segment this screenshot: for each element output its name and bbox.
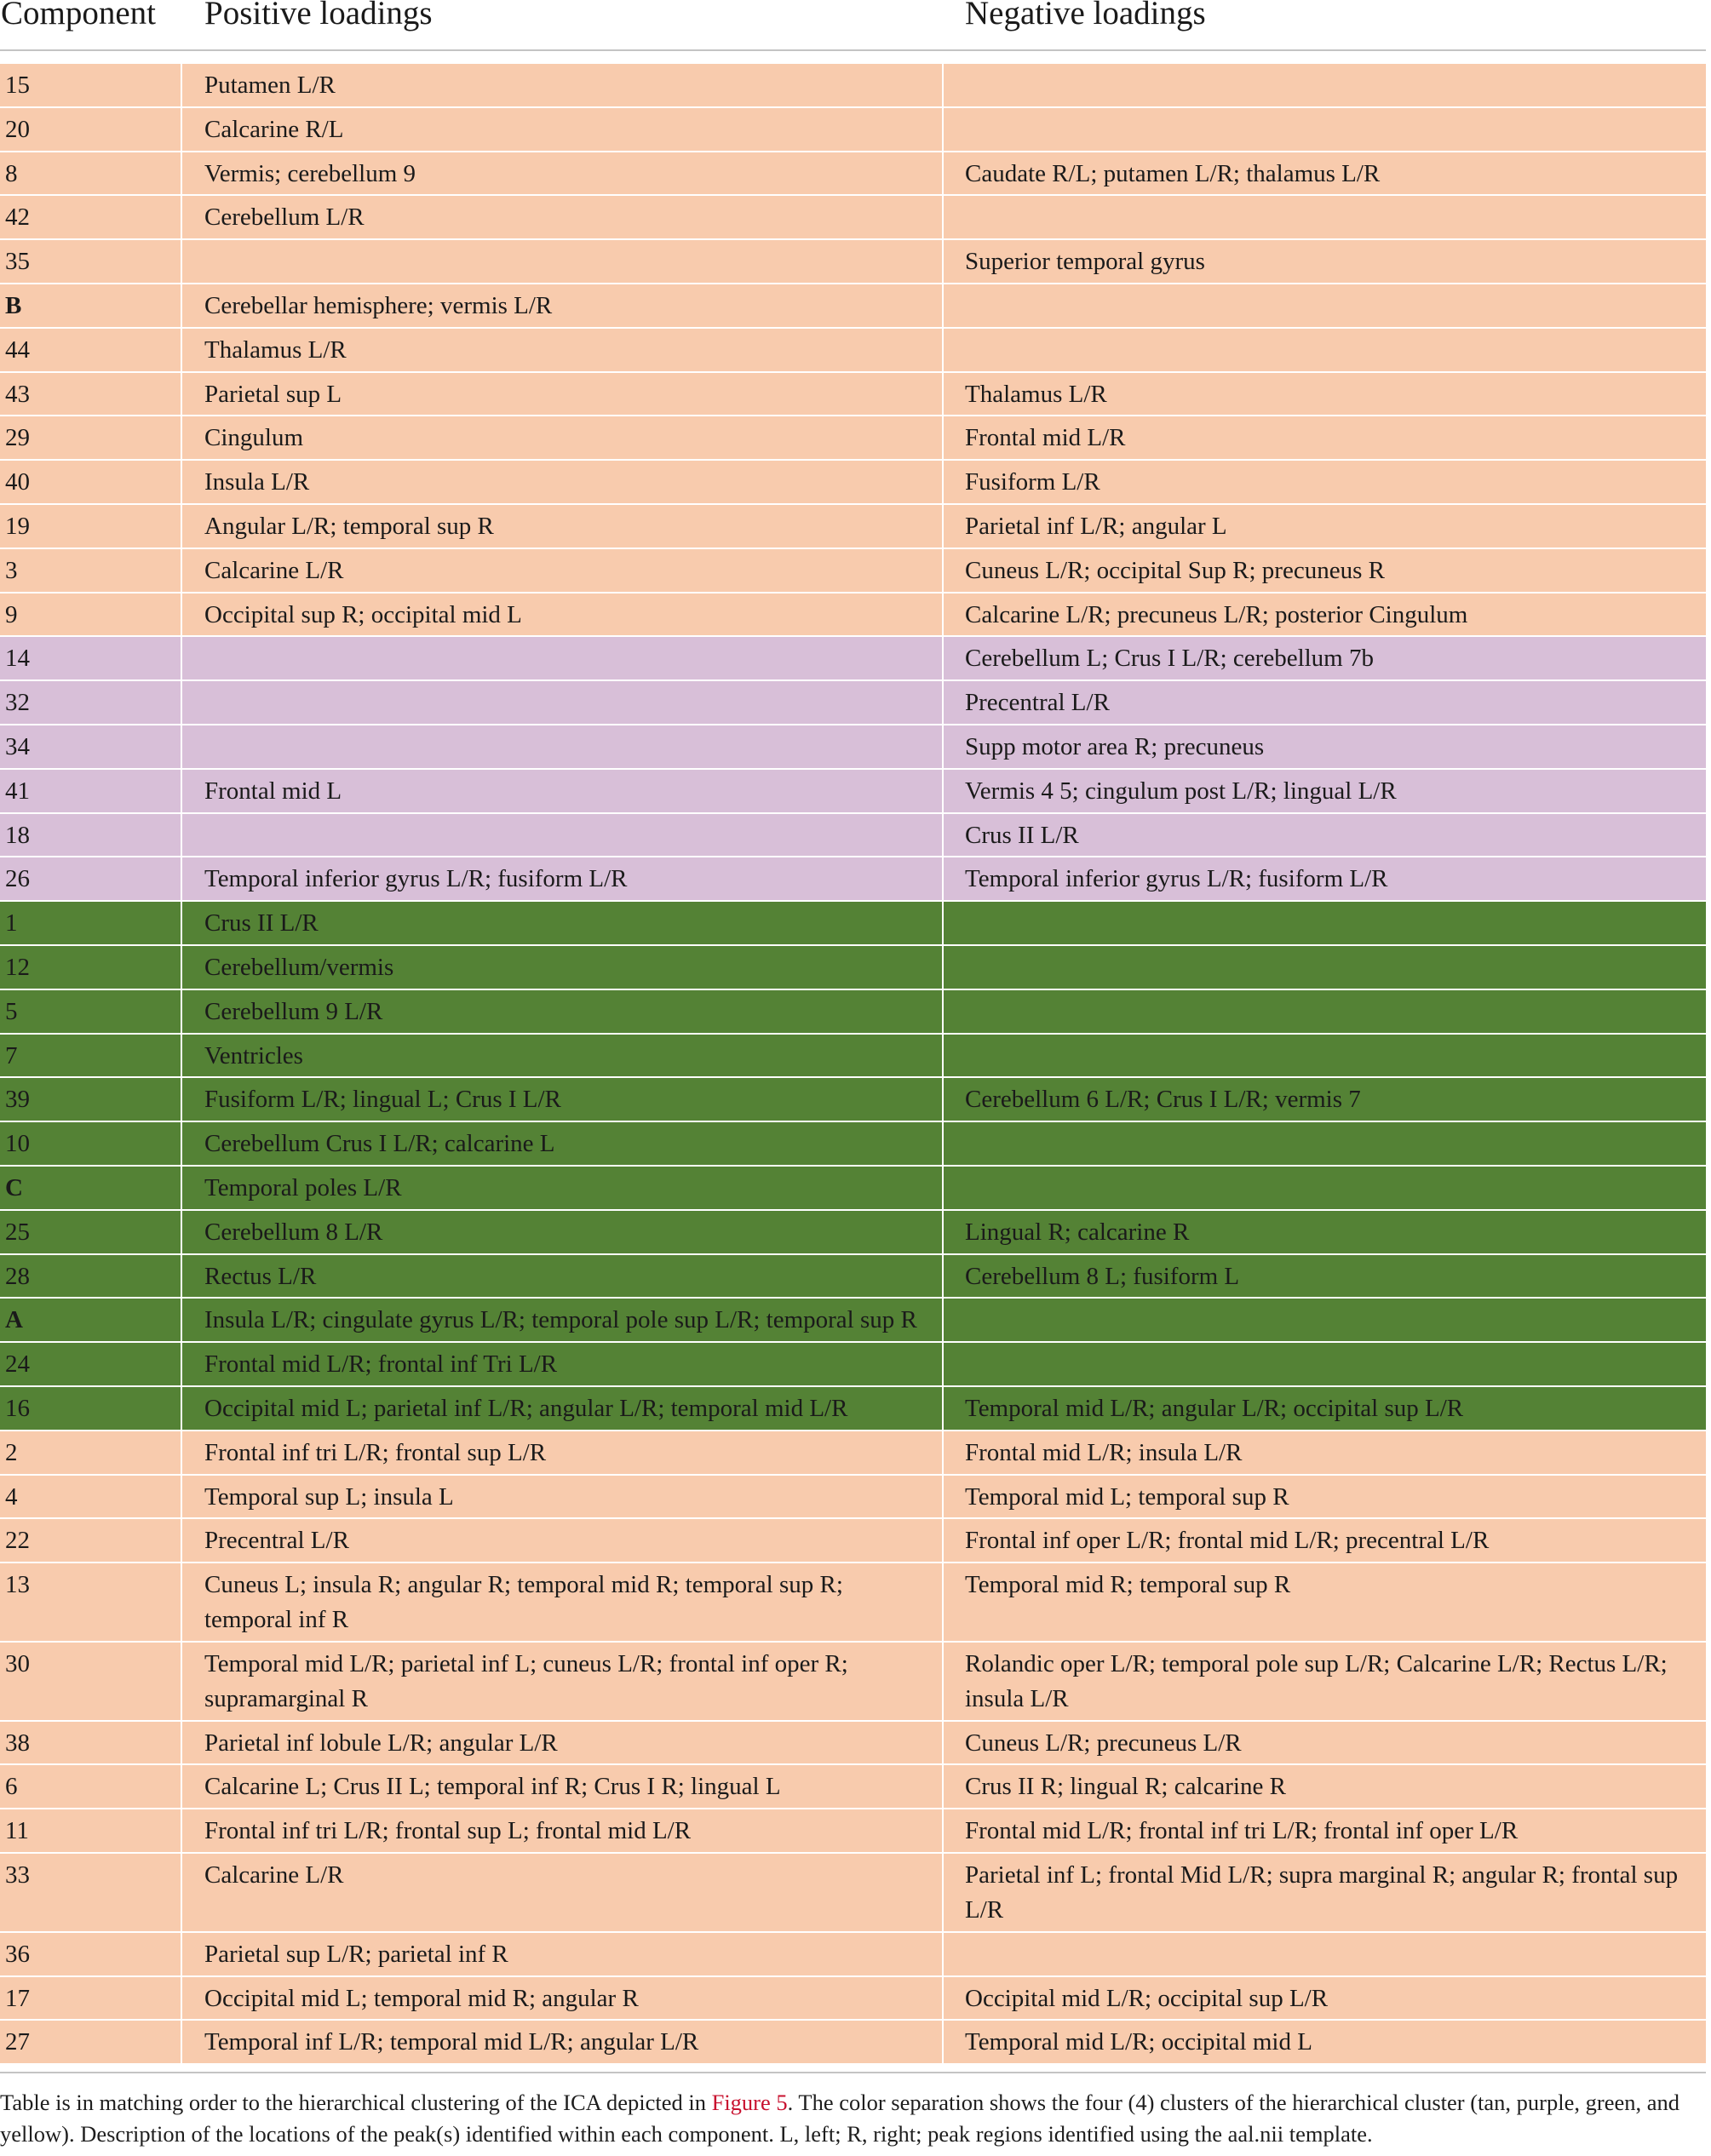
component-cell: 27 xyxy=(0,2021,182,2065)
negative-loadings-cell: Superior temporal gyrus xyxy=(944,240,1706,284)
component-cell: 8 xyxy=(0,152,182,197)
component-cell: A xyxy=(0,1299,182,1343)
positive-loadings-cell: Cerebellum L/R xyxy=(182,196,944,240)
component-cell: 10 xyxy=(0,1122,182,1167)
negative-loadings-cell: Precentral L/R xyxy=(944,681,1706,725)
negative-loadings-cell: Supp motor area R; precuneus xyxy=(944,725,1706,770)
table-row xyxy=(0,1035,1706,1079)
negative-loadings-cell: Parietal inf L/R; angular L xyxy=(944,505,1706,549)
table-row xyxy=(0,108,1706,152)
negative-loadings-cell: Cuneus L/R; precuneus L/R xyxy=(944,1722,1706,1766)
positive-loadings-cell: Calcarine L; Crus II L; temporal inf R; Crus I R; lingual L xyxy=(182,1765,944,1809)
negative-loadings-cell xyxy=(944,64,1706,108)
positive-loadings-cell: Occipital sup R; occipital mid L xyxy=(182,593,944,638)
negative-loadings-cell: Frontal inf oper L/R; frontal mid L/R; precentral L/R xyxy=(944,1519,1706,1563)
positive-loadings-cell: Calcarine R/L xyxy=(182,108,944,152)
component-cell: 28 xyxy=(0,1255,182,1299)
table-row xyxy=(0,1299,1706,1343)
table-row xyxy=(0,461,1706,505)
table-row xyxy=(0,1809,1706,1854)
positive-loadings-cell: Cuneus L; insula R; angular R; temporal mid R; temporal sup R; temporal inf R xyxy=(182,1563,944,1643)
component-cell: 26 xyxy=(0,857,182,902)
component-cell: 9 xyxy=(0,593,182,638)
table-row xyxy=(0,1765,1706,1809)
table-row xyxy=(0,814,1706,858)
positive-loadings-cell: Parietal sup L xyxy=(182,373,944,417)
negative-loadings-cell: Temporal mid L; temporal sup R xyxy=(944,1476,1706,1520)
positive-loadings-cell: Cerebellum 8 L/R xyxy=(182,1211,944,1255)
negative-loadings-cell xyxy=(944,1343,1706,1387)
negative-loadings-cell: Cuneus L/R; occipital Sup R; precuneus R xyxy=(944,549,1706,593)
cluster-group xyxy=(0,64,1706,637)
negative-loadings-cell: Vermis 4 5; cingulum post L/R; lingual L/R xyxy=(944,770,1706,814)
positive-loadings-cell: Frontal inf tri L/R; frontal sup L; frontal mid L/R xyxy=(182,1809,944,1854)
positive-loadings-cell: Temporal inferior gyrus L/R; fusiform L/R xyxy=(182,857,944,902)
column-header-negative-loadings: Negative loadings xyxy=(965,0,1206,32)
table-row xyxy=(0,593,1706,638)
table-row xyxy=(0,1431,1706,1476)
table-row xyxy=(0,1255,1706,1299)
table-row xyxy=(0,1977,1706,2021)
table-row xyxy=(0,1343,1706,1387)
cluster-group xyxy=(0,902,1706,1431)
positive-loadings-cell: Temporal inf L/R; temporal mid L/R; angular L/R xyxy=(182,2021,944,2065)
table-row xyxy=(0,284,1706,329)
component-cell: 33 xyxy=(0,1854,182,1933)
negative-loadings-cell xyxy=(944,284,1706,329)
component-cell: 12 xyxy=(0,946,182,990)
positive-loadings-cell: Crus II L/R xyxy=(182,902,944,946)
table-row xyxy=(0,2021,1706,2065)
positive-loadings-cell: Occipital mid L; temporal mid R; angular R xyxy=(182,1977,944,2021)
component-cell: 24 xyxy=(0,1343,182,1387)
negative-loadings-cell xyxy=(944,902,1706,946)
positive-loadings-cell: Parietal sup L/R; parietal inf R xyxy=(182,1933,944,1977)
positive-loadings-cell xyxy=(182,637,944,681)
table-row xyxy=(0,681,1706,725)
component-cell: 16 xyxy=(0,1387,182,1431)
table-row xyxy=(0,152,1706,197)
positive-loadings-cell: Ventricles xyxy=(182,1035,944,1079)
negative-loadings-cell xyxy=(944,1122,1706,1167)
table-row xyxy=(0,373,1706,417)
column-header-positive-loadings: Positive loadings xyxy=(204,0,433,32)
positive-loadings-cell: Insula L/R; cingulate gyrus L/R; temporal pole sup L/R; temporal sup R xyxy=(182,1299,944,1343)
negative-loadings-cell: Temporal mid L/R; angular L/R; occipital sup L/R xyxy=(944,1387,1706,1431)
negative-loadings-cell: Lingual R; calcarine R xyxy=(944,1211,1706,1255)
negative-loadings-cell xyxy=(944,329,1706,373)
footnote-line-1 xyxy=(0,2087,1706,2119)
positive-loadings-cell: Vermis; cerebellum 9 xyxy=(182,152,944,197)
positive-loadings-cell: Putamen L/R xyxy=(182,64,944,108)
negative-loadings-cell xyxy=(944,990,1706,1035)
negative-loadings-cell: Rolandic oper L/R; temporal pole sup L/R; Calcarine L/R; Rectus L/R; insula L/R xyxy=(944,1643,1706,1722)
component-cell: 36 xyxy=(0,1933,182,1977)
component-cell: 18 xyxy=(0,814,182,858)
positive-loadings-cell: Thalamus L/R xyxy=(182,329,944,373)
table-row xyxy=(0,1643,1706,1722)
negative-loadings-cell xyxy=(944,1933,1706,1977)
table-row xyxy=(0,240,1706,284)
table-row xyxy=(0,549,1706,593)
table-body xyxy=(0,64,1706,2065)
table-row xyxy=(0,505,1706,549)
component-cell: 20 xyxy=(0,108,182,152)
positive-loadings-cell: Cerebellum 9 L/R xyxy=(182,990,944,1035)
table-row xyxy=(0,329,1706,373)
negative-loadings-cell: Temporal inferior gyrus L/R; fusiform L/R xyxy=(944,857,1706,902)
negative-loadings-cell xyxy=(944,196,1706,240)
component-cell: 44 xyxy=(0,329,182,373)
table-row xyxy=(0,64,1706,108)
negative-loadings-cell: Cerebellum 8 L; fusiform L xyxy=(944,1255,1706,1299)
positive-loadings-cell: Insula L/R xyxy=(182,461,944,505)
component-cell: 14 xyxy=(0,637,182,681)
negative-loadings-cell: Calcarine L/R; precuneus L/R; posterior Cingulum xyxy=(944,593,1706,638)
positive-loadings-cell xyxy=(182,725,944,770)
component-cell: 41 xyxy=(0,770,182,814)
component-cell: 42 xyxy=(0,196,182,240)
component-cell: 4 xyxy=(0,1476,182,1520)
component-cell: 39 xyxy=(0,1078,182,1122)
component-cell: 43 xyxy=(0,373,182,417)
positive-loadings-cell: Cerebellar hemisphere; vermis L/R xyxy=(182,284,944,329)
positive-loadings-cell: Temporal mid L/R; parietal inf L; cuneus L/R; frontal inf oper R; supramarginal R xyxy=(182,1643,944,1722)
table-row xyxy=(0,990,1706,1035)
component-cell: 32 xyxy=(0,681,182,725)
table-row xyxy=(0,902,1706,946)
positive-loadings-cell: Rectus L/R xyxy=(182,1255,944,1299)
negative-loadings-cell xyxy=(944,1167,1706,1211)
table-footnote xyxy=(0,2072,1706,2150)
negative-loadings-cell xyxy=(944,1035,1706,1079)
table-row xyxy=(0,1722,1706,1766)
footnote-text-before-link: Table is in matching order to the hierarchical clustering of the ICA depicted in xyxy=(0,2090,712,2116)
component-cell: 1 xyxy=(0,902,182,946)
component-cell: 34 xyxy=(0,725,182,770)
table-row xyxy=(0,1211,1706,1255)
table-row xyxy=(0,416,1706,461)
component-cell: 2 xyxy=(0,1431,182,1476)
negative-loadings-cell: Crus II L/R xyxy=(944,814,1706,858)
component-cell: 6 xyxy=(0,1765,182,1809)
component-cell: 13 xyxy=(0,1563,182,1643)
positive-loadings-cell xyxy=(182,814,944,858)
component-cell: 3 xyxy=(0,549,182,593)
table-row xyxy=(0,1933,1706,1977)
negative-loadings-cell: Temporal mid R; temporal sup R xyxy=(944,1563,1706,1643)
positive-loadings-cell: Cingulum xyxy=(182,416,944,461)
table-header-row xyxy=(0,0,1706,51)
component-cell: 38 xyxy=(0,1722,182,1766)
table-row xyxy=(0,1167,1706,1211)
table-row xyxy=(0,857,1706,902)
component-cell: 5 xyxy=(0,990,182,1035)
table-row xyxy=(0,637,1706,681)
column-header-component: Component xyxy=(1,0,156,32)
cluster-group xyxy=(0,1431,1706,2066)
negative-loadings-cell xyxy=(944,1299,1706,1343)
component-cell: 40 xyxy=(0,461,182,505)
table-row xyxy=(0,1078,1706,1122)
component-cell: 35 xyxy=(0,240,182,284)
negative-loadings-cell: Occipital mid L/R; occipital sup L/R xyxy=(944,1977,1706,2021)
table-row xyxy=(0,1122,1706,1167)
negative-loadings-cell: Cerebellum L; Crus I L/R; cerebellum 7b xyxy=(944,637,1706,681)
positive-loadings-cell: Frontal inf tri L/R; frontal sup L/R xyxy=(182,1431,944,1476)
component-cell: B xyxy=(0,284,182,329)
negative-loadings-cell: Thalamus L/R xyxy=(944,373,1706,417)
table-row xyxy=(0,196,1706,240)
positive-loadings-cell: Calcarine L/R xyxy=(182,549,944,593)
positive-loadings-cell: Occipital mid L; parietal inf L/R; angular L/R; temporal mid L/R xyxy=(182,1387,944,1431)
negative-loadings-cell: Parietal inf L; frontal Mid L/R; supra marginal R; angular R; frontal sup L/R xyxy=(944,1854,1706,1933)
table-row xyxy=(0,946,1706,990)
positive-loadings-cell: Cerebellum/vermis xyxy=(182,946,944,990)
component-cell: 25 xyxy=(0,1211,182,1255)
component-cell: 15 xyxy=(0,64,182,108)
negative-loadings-cell xyxy=(944,108,1706,152)
negative-loadings-cell: Temporal mid L/R; occipital mid L xyxy=(944,2021,1706,2065)
positive-loadings-cell: Frontal mid L xyxy=(182,770,944,814)
negative-loadings-cell: Crus II R; lingual R; calcarine R xyxy=(944,1765,1706,1809)
component-cell: 17 xyxy=(0,1977,182,2021)
positive-loadings-cell: Temporal poles L/R xyxy=(182,1167,944,1211)
component-cell: 22 xyxy=(0,1519,182,1563)
component-cell: 30 xyxy=(0,1643,182,1722)
negative-loadings-cell: Frontal mid L/R xyxy=(944,416,1706,461)
positive-loadings-cell: Calcarine L/R xyxy=(182,1854,944,1933)
table-row xyxy=(0,1476,1706,1520)
table-row xyxy=(0,1387,1706,1431)
table-row xyxy=(0,1563,1706,1643)
table-row xyxy=(0,1854,1706,1933)
footnote-line-2: yellow). Description of the locations of the peak(s) identified within each component. L, left; R, right; peak regions identified using the aal.nii template. xyxy=(0,2121,1373,2147)
positive-loadings-cell: Cerebellum Crus I L/R; calcarine L xyxy=(182,1122,944,1167)
negative-loadings-cell: Frontal mid L/R; frontal inf tri L/R; frontal inf oper L/R xyxy=(944,1809,1706,1854)
component-cell: 11 xyxy=(0,1809,182,1854)
positive-loadings-cell xyxy=(182,681,944,725)
table-row xyxy=(0,1519,1706,1563)
positive-loadings-cell: Precentral L/R xyxy=(182,1519,944,1563)
negative-loadings-cell xyxy=(944,946,1706,990)
negative-loadings-cell: Cerebellum 6 L/R; Crus I L/R; vermis 7 xyxy=(944,1078,1706,1122)
negative-loadings-cell: Frontal mid L/R; insula L/R xyxy=(944,1431,1706,1476)
negative-loadings-cell: Caudate R/L; putamen L/R; thalamus L/R xyxy=(944,152,1706,197)
positive-loadings-cell: Temporal sup L; insula L xyxy=(182,1476,944,1520)
component-cell: 19 xyxy=(0,505,182,549)
footnote-text-after-link: . The color separation shows the four (4) clusters of the hierarchical cluster (tan, purple, green, and xyxy=(787,2090,1679,2116)
positive-loadings-cell xyxy=(182,240,944,284)
positive-loadings-cell: Fusiform L/R; lingual L; Crus I L/R xyxy=(182,1078,944,1122)
table-row xyxy=(0,770,1706,814)
positive-loadings-cell: Parietal inf lobule L/R; angular L/R xyxy=(182,1722,944,1766)
table-row xyxy=(0,725,1706,770)
positive-loadings-cell: Angular L/R; temporal sup R xyxy=(182,505,944,549)
negative-loadings-cell: Fusiform L/R xyxy=(944,461,1706,505)
cluster-group xyxy=(0,637,1706,902)
component-cell: 29 xyxy=(0,416,182,461)
figure-5-link[interactable]: Figure 5 xyxy=(711,2090,788,2116)
component-cell: C xyxy=(0,1167,182,1211)
component-cell: 7 xyxy=(0,1035,182,1079)
positive-loadings-cell: Frontal mid L/R; frontal inf Tri L/R xyxy=(182,1343,944,1387)
